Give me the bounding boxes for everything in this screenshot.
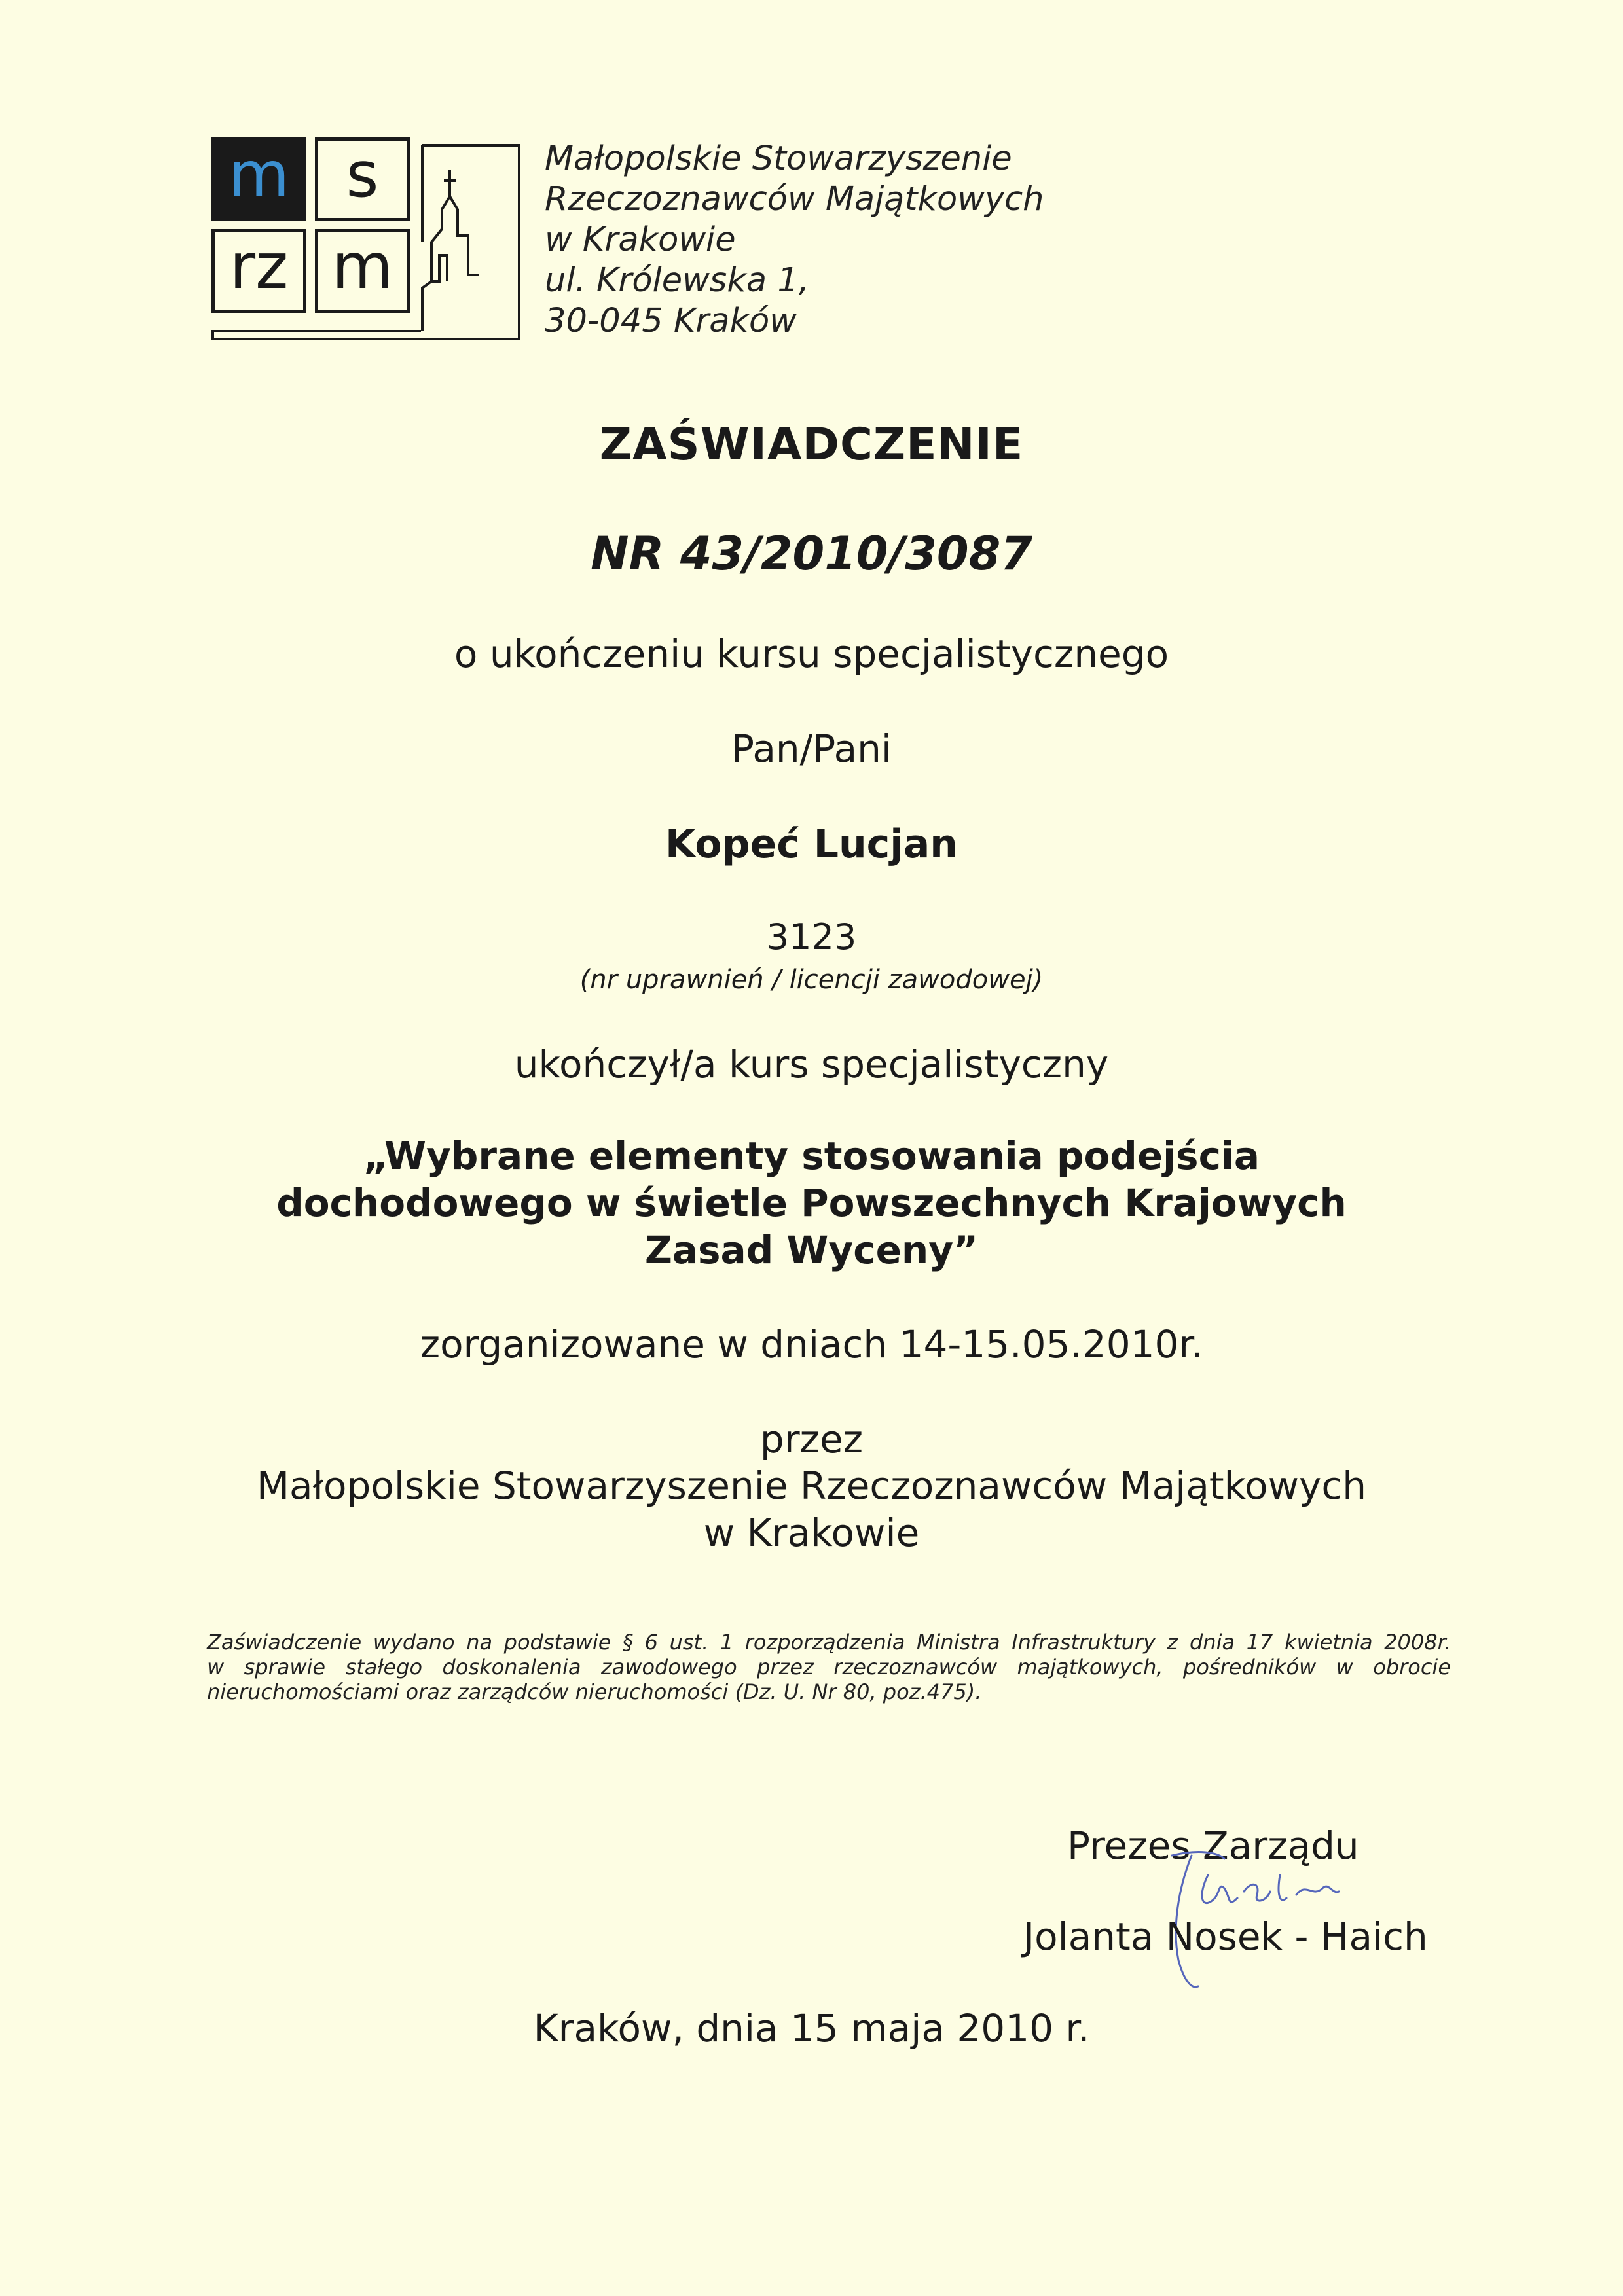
organizer-name: Małopolskie Stowarzyszenie Rzeczoznawców Majątkowych <box>256 1463 1367 1508</box>
certificate-number: NR 43/2010/3087 <box>590 527 1033 581</box>
legal-line: w sprawie stałego doskonalenia zawodowego przez rzeczoznawców majątkowych, pośredników w obrocie <box>207 1655 1451 1679</box>
course-dates: zorganizowane w dniach 14-15.05.2010r. <box>420 1322 1203 1367</box>
certificate-subtitle: o ukończeniu kursu specjalistycznego <box>454 632 1169 676</box>
course-title-line: dochodowego w świetle Powszechnych Krajowych <box>276 1181 1347 1225</box>
signatory-role: Prezes Zarządu <box>1067 1823 1359 1868</box>
course-title-line: „Wybrane elementy stosowania podejścia <box>363 1134 1260 1178</box>
legal-basis-note <box>207 1630 1451 1704</box>
legal-line: nieruchomościami oraz zarządców nieruchomości (Dz. U. Nr 80, poz.475). <box>207 1679 982 1704</box>
castle-tower-icon <box>211 137 520 342</box>
logo-letter: m <box>228 138 290 211</box>
organization-address <box>545 139 1044 342</box>
organizer-prefix: przez <box>759 1417 864 1462</box>
association-logo <box>211 137 520 342</box>
logo-letter: s <box>346 138 379 211</box>
logo-letter: m <box>331 230 393 303</box>
course-title-line: Zasad Wyceny” <box>644 1228 979 1272</box>
license-caption: (nr uprawnień / licencji zawodowej) <box>579 965 1044 995</box>
address-line: Małopolskie Stowarzyszenie <box>545 139 1012 178</box>
address-line: 30-045 Kraków <box>545 302 797 340</box>
recipient-name: Kopeć Lucjan <box>665 821 958 867</box>
organizer-city: w Krakowie <box>703 1511 920 1555</box>
license-number: 3123 <box>766 916 857 958</box>
address-line: w Krakowie <box>545 221 736 259</box>
logo-letter: rz <box>229 230 289 303</box>
address-line: Rzeczoznawców Majątkowych <box>545 180 1044 219</box>
address-line: ul. Królewska 1, <box>545 261 810 300</box>
certificate-title: ZAŚWIADCZENIE <box>599 419 1024 471</box>
course-title <box>0 1132 1623 1274</box>
salutation: Pan/Pani <box>731 726 892 771</box>
signatory-name: Jolanta Nosek - Haich <box>1023 1914 1428 1959</box>
place-and-date: Kraków, dnia 15 maja 2010 r. <box>533 2006 1090 2051</box>
legal-line: Zaświadczenie wydano na podstawie § 6 ust. 1 rozporządzenia Ministra Infrastruktury z dnia 17 kwietnia 2008r. <box>207 1630 1451 1655</box>
completion-statement: ukończył/a kurs specjalistyczny <box>514 1042 1109 1086</box>
